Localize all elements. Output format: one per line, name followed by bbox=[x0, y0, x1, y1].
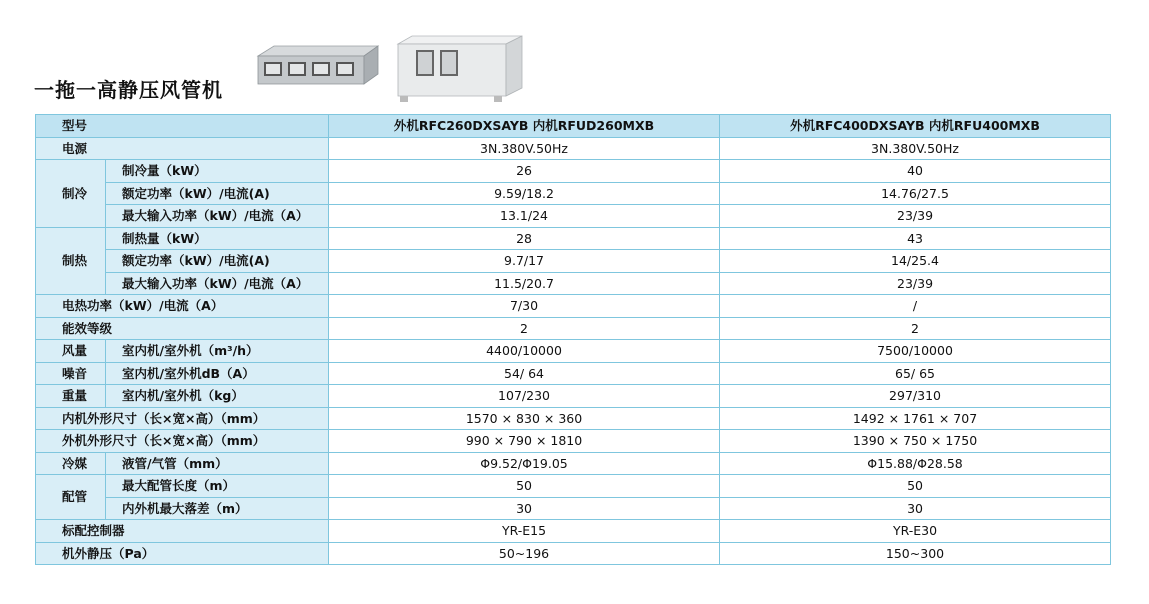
table-row bbox=[36, 227, 1111, 250]
cell-value: 23/39 bbox=[720, 205, 1111, 228]
cell-value: 3N.380V.50Hz bbox=[720, 137, 1111, 160]
duct-unit-image bbox=[256, 44, 380, 88]
table-row bbox=[36, 362, 1111, 385]
group-label: 制冷 bbox=[36, 160, 106, 228]
cell-value: YR-E30 bbox=[720, 520, 1111, 543]
group-label: 制热 bbox=[36, 227, 106, 295]
cell-value: 30 bbox=[329, 497, 720, 520]
cell-value: 65/ 65 bbox=[720, 362, 1111, 385]
group-label: 噪音 bbox=[36, 362, 106, 385]
table-row bbox=[36, 317, 1111, 340]
row-label: 制冷量（kW） bbox=[106, 160, 329, 183]
cell-value: 9.59/18.2 bbox=[329, 182, 720, 205]
cell-value: 11.5/20.7 bbox=[329, 272, 720, 295]
row-label: 外机外形尺寸（长×宽×高）（mm） bbox=[36, 430, 329, 453]
row-label: 内机外形尺寸（长×宽×高）（mm） bbox=[36, 407, 329, 430]
table-row bbox=[36, 272, 1111, 295]
cell-value: 50 bbox=[720, 475, 1111, 498]
table-row bbox=[36, 520, 1111, 543]
row-label: 能效等级 bbox=[36, 317, 329, 340]
table-row bbox=[36, 542, 1111, 565]
table-row bbox=[36, 497, 1111, 520]
cell-value: 7500/10000 bbox=[720, 340, 1111, 363]
cell-value: 2 bbox=[720, 317, 1111, 340]
table-row bbox=[36, 430, 1111, 453]
cell-value: 1492 × 1761 × 707 bbox=[720, 407, 1111, 430]
group-label: 配管 bbox=[36, 475, 106, 520]
row-label: 室内机/室外机（m³/h） bbox=[106, 340, 329, 363]
row-label: 内外机最大落差（m） bbox=[106, 497, 329, 520]
cell-value: / bbox=[720, 295, 1111, 318]
cell-value: 1390 × 750 × 1750 bbox=[720, 430, 1111, 453]
cell-value: 23/39 bbox=[720, 272, 1111, 295]
cell-value: Φ15.88/Φ28.58 bbox=[720, 452, 1111, 475]
model-label: 型号 bbox=[36, 115, 329, 138]
table-header-row bbox=[36, 115, 1111, 138]
row-label: 最大输入功率（kW）/电流（A） bbox=[106, 272, 329, 295]
row-label: 标配控制器 bbox=[36, 520, 329, 543]
row-label: 液管/气管（mm） bbox=[106, 452, 329, 475]
cell-value: 14.76/27.5 bbox=[720, 182, 1111, 205]
row-label: 室内机/室外机dB（A） bbox=[106, 362, 329, 385]
table-row bbox=[36, 340, 1111, 363]
table-row bbox=[36, 407, 1111, 430]
row-label: 额定功率（kW）/电流(A) bbox=[106, 182, 329, 205]
indoor-unit-image bbox=[394, 34, 524, 104]
model2-header: 外机RFC400DXSAYB 内机RFU400MXB bbox=[720, 115, 1111, 138]
table-row bbox=[36, 452, 1111, 475]
cell-value: 43 bbox=[720, 227, 1111, 250]
group-label: 重量 bbox=[36, 385, 106, 408]
cell-value: 50~196 bbox=[329, 542, 720, 565]
table-row bbox=[36, 160, 1111, 183]
row-label: 电热功率（kW）/电流（A） bbox=[36, 295, 329, 318]
table-row bbox=[36, 250, 1111, 273]
cell-value: 13.1/24 bbox=[329, 205, 720, 228]
row-label: 机外静压（Pa） bbox=[36, 542, 329, 565]
row-label: 制热量（kW） bbox=[106, 227, 329, 250]
cell-value: 40 bbox=[720, 160, 1111, 183]
cell-value: 1570 × 830 × 360 bbox=[329, 407, 720, 430]
cell-value: 26 bbox=[329, 160, 720, 183]
cell-value: 107/230 bbox=[329, 385, 720, 408]
cell-value: 54/ 64 bbox=[329, 362, 720, 385]
table-row bbox=[36, 385, 1111, 408]
cell-value: 990 × 790 × 1810 bbox=[329, 430, 720, 453]
table-row bbox=[36, 205, 1111, 228]
cell-value: Φ9.52/Φ19.05 bbox=[329, 452, 720, 475]
cell-value: 150~300 bbox=[720, 542, 1111, 565]
cell-value: 28 bbox=[329, 227, 720, 250]
group-label: 冷媒 bbox=[36, 452, 106, 475]
table-row bbox=[36, 295, 1111, 318]
row-label: 电源 bbox=[36, 137, 329, 160]
cell-value: 9.7/17 bbox=[329, 250, 720, 273]
row-label: 最大配管长度（m） bbox=[106, 475, 329, 498]
cell-value: 2 bbox=[329, 317, 720, 340]
table-row bbox=[36, 182, 1111, 205]
row-label: 室内机/室外机（kg） bbox=[106, 385, 329, 408]
spec-table bbox=[35, 114, 1111, 565]
cell-value: YR-E15 bbox=[329, 520, 720, 543]
page-title: 一拖一高静压风管机 bbox=[34, 78, 223, 102]
table-row bbox=[36, 137, 1111, 160]
cell-value: 4400/10000 bbox=[329, 340, 720, 363]
group-label: 风量 bbox=[36, 340, 106, 363]
cell-value: 7/30 bbox=[329, 295, 720, 318]
cell-value: 50 bbox=[329, 475, 720, 498]
cell-value: 3N.380V.50Hz bbox=[329, 137, 720, 160]
model1-header: 外机RFC260DXSAYB 内机RFUD260MXB bbox=[329, 115, 720, 138]
cell-value: 14/25.4 bbox=[720, 250, 1111, 273]
table-row bbox=[36, 475, 1111, 498]
cell-value: 297/310 bbox=[720, 385, 1111, 408]
row-label: 最大输入功率（kW）/电流（A） bbox=[106, 205, 329, 228]
row-label: 额定功率（kW）/电流(A) bbox=[106, 250, 329, 273]
cell-value: 30 bbox=[720, 497, 1111, 520]
